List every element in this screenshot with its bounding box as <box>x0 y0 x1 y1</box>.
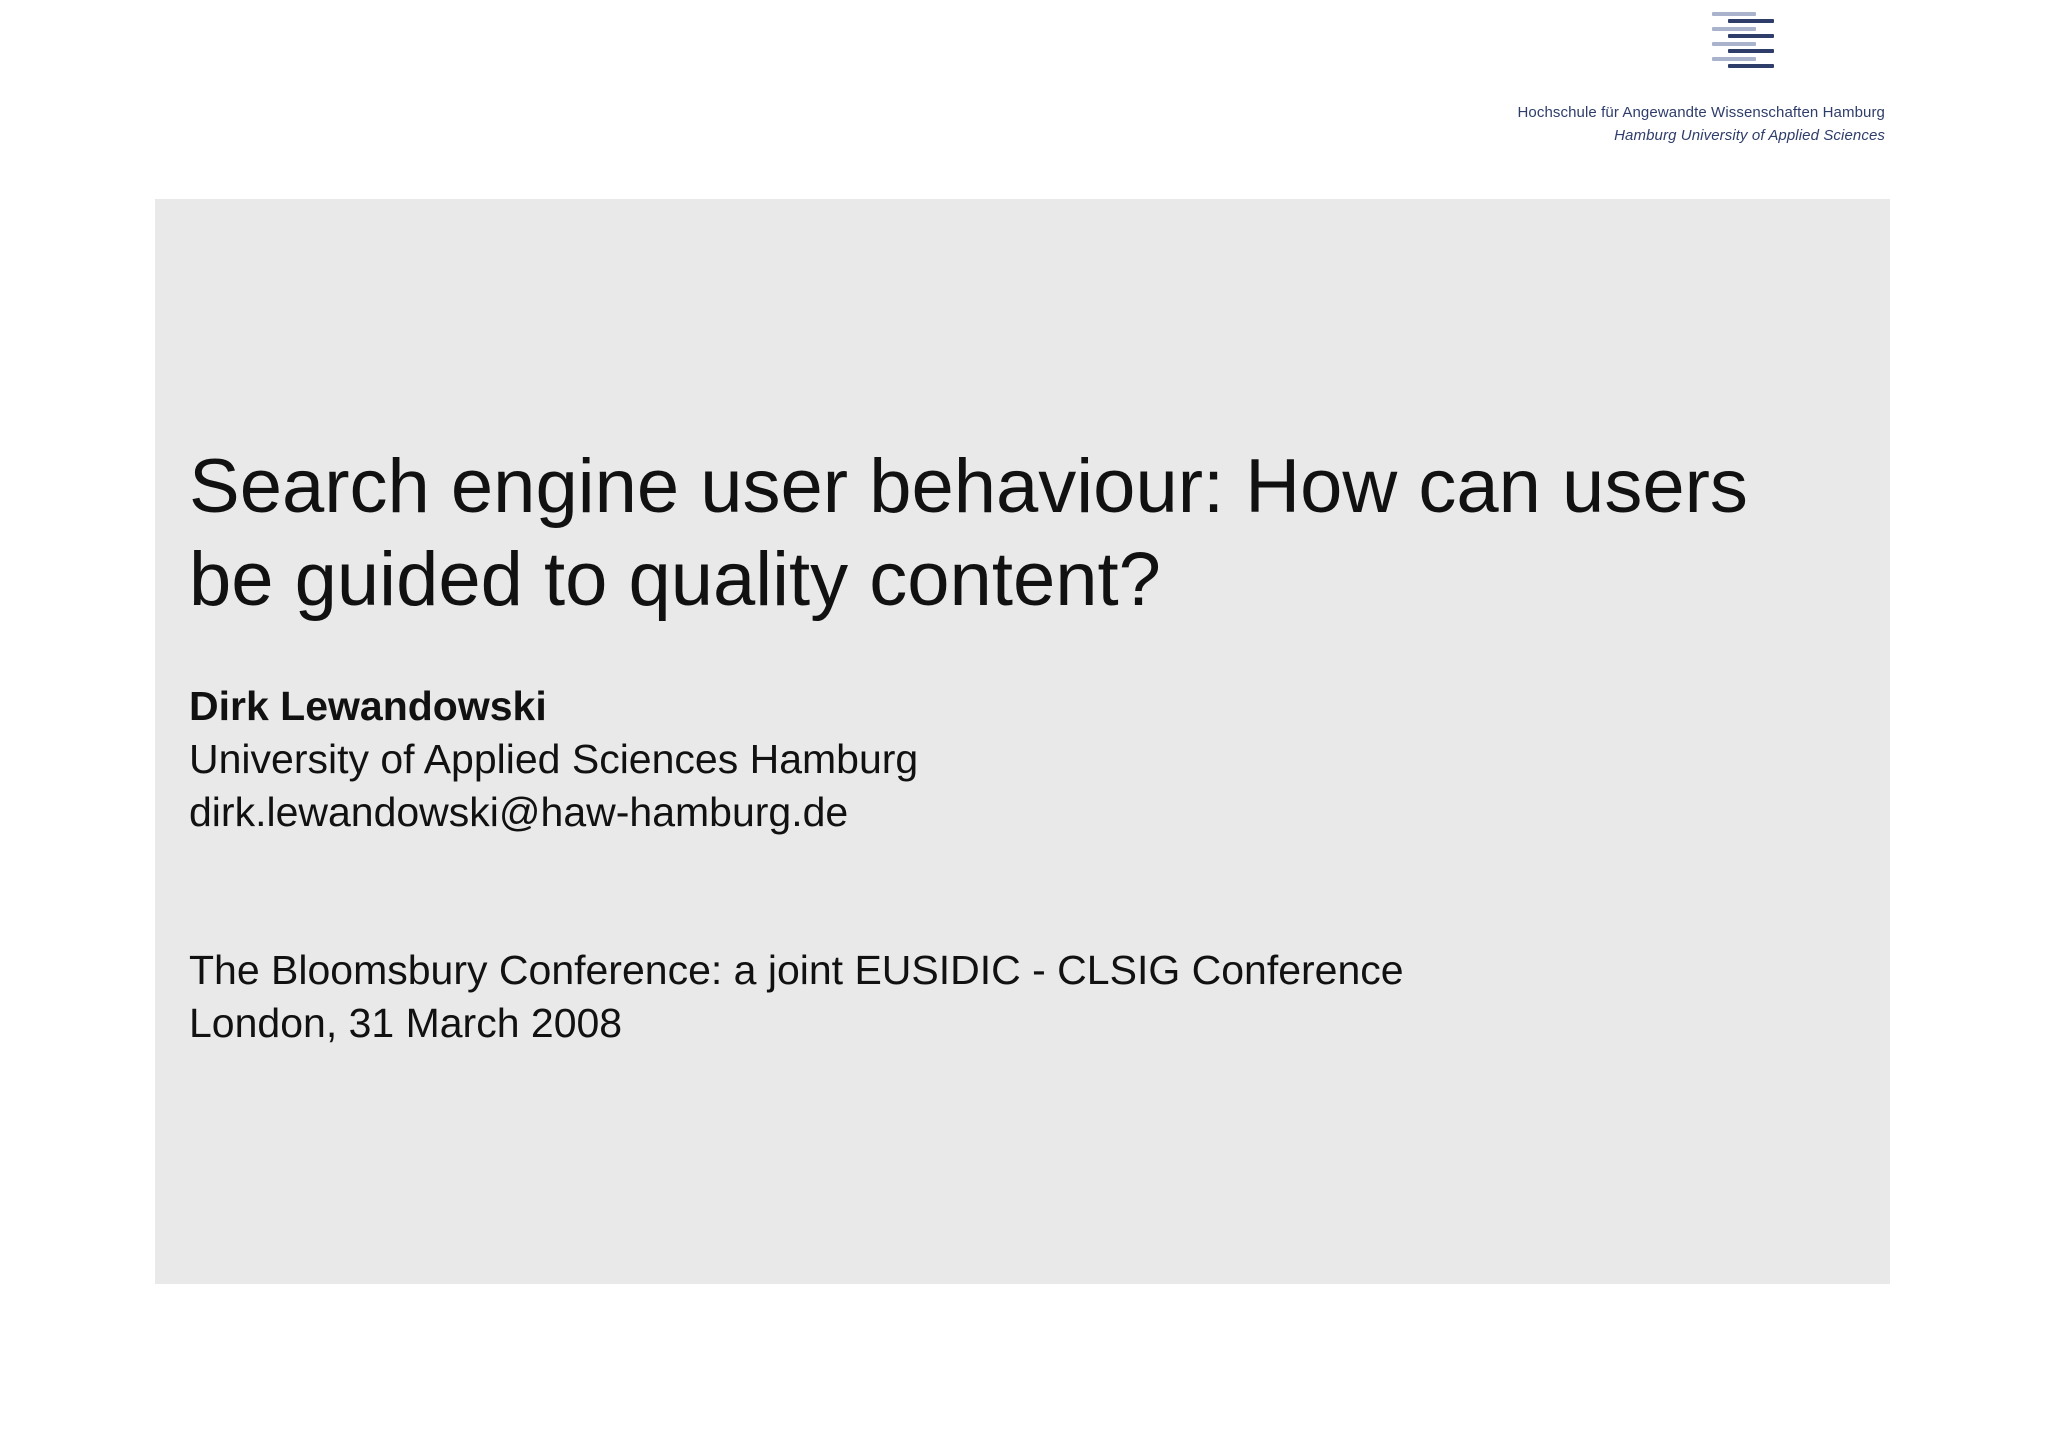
slide-title-line-1: Search engine user behaviour: How can users <box>189 444 1748 529</box>
author-affiliation: University of Applied Sciences Hamburg <box>189 736 919 782</box>
author-email: dirk.lewandowski@haw-hamburg.de <box>189 789 849 835</box>
author-name: Dirk Lewandowski <box>189 683 547 729</box>
conference-name: The Bloomsbury Conference: a joint EUSIDIC - CLSIG Conference <box>189 947 1404 993</box>
logo-text-german: Hochschule für Angewandte Wissenschaften Hamburg <box>1517 104 1885 121</box>
hochschule-logo-icon <box>1712 10 1778 72</box>
slide-title-line-2: be guided to quality content? <box>189 537 1161 622</box>
logo-text-english: Hamburg University of Applied Sciences <box>1614 127 1885 144</box>
conference-location-date: London, 31 March 2008 <box>189 1000 623 1046</box>
slide-title <box>189 440 1869 626</box>
university-logo <box>1400 0 2040 160</box>
